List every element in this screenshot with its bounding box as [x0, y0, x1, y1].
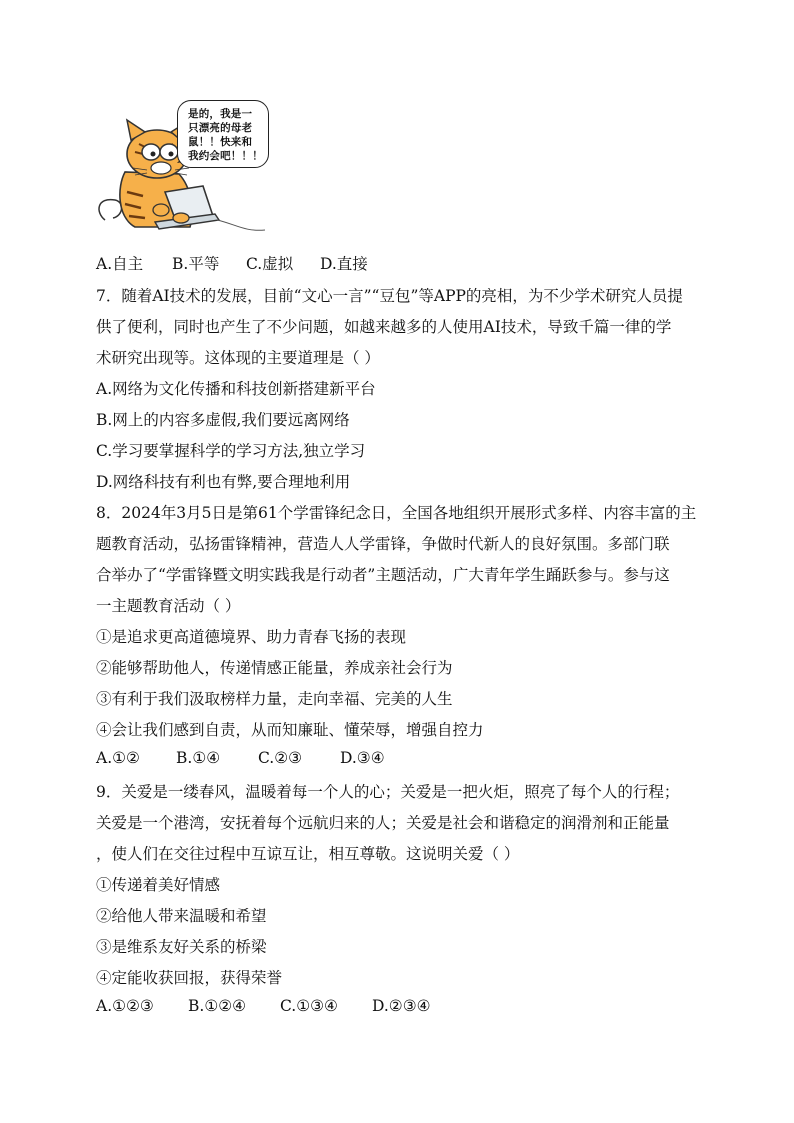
q8-item: ②能够帮助他人，传递情感正能量，养成亲社会行为	[96, 659, 453, 677]
bubble-line: 是的，我是一	[188, 108, 253, 120]
option-c: C.①③④	[280, 997, 338, 1015]
q9-stem-line: 9．关爱是一缕春风，温暖着每一个人的心；关爱是一把火炬，照亮了每个人的行程；	[96, 783, 680, 801]
option-b: B.平等	[172, 255, 220, 273]
q8-stem-line: 题教育活动，弘扬雷锋精神，营造人人学雷锋，争做时代新人的良好氛围。多部门联	[96, 535, 670, 553]
speech-bubble	[177, 100, 269, 168]
bubble-line: 鼠！！快来和	[188, 136, 253, 148]
option-c: C.虚拟	[246, 255, 294, 273]
q9-options	[96, 997, 431, 1015]
q7-option-b: B.网上的内容多虚假,我们要远离网络	[96, 411, 350, 429]
q9-stem-line: 关爱是一个港湾，安抚着每个远航归来的人；关爱是社会和谐稳定的润滑剂和正能量	[96, 814, 670, 832]
option-b: B.①④	[176, 749, 221, 767]
option-d: D.②③④	[372, 997, 431, 1015]
q8-stem-line: 合举办了“学雷锋暨文明实践我是行动者”主题活动，广大青年学生踊跃参与。参与这	[96, 566, 670, 584]
q8-stem-line: 8．2024年3月5日是第61个学雷锋纪念日，全国各地组织开展形式多样、内容丰富的主	[96, 504, 697, 522]
q8-item: ④会让我们感到自责，从而知廉耻、懂荣辱，增强自控力	[96, 721, 484, 739]
q7-stem-line: 供了便利，同时也产生了不少问题，如越来越多的人使用AI技术，导致千篇一律的学	[96, 318, 672, 336]
q7-stem-line: 7．随着AI技术的发展，目前“文心一言”“豆包”等APP的亮相，为不少学术研究人员提	[96, 287, 683, 305]
option-a: A.自主	[96, 255, 144, 273]
q8-stem-line: 一主题教育活动（ ）	[96, 597, 241, 615]
option-a: A.①②③	[96, 997, 154, 1015]
q9-item: ④定能收获回报，获得荣誉	[96, 969, 283, 987]
q8-item: ③有利于我们汲取榜样力量，走向幸福、完美的人生	[96, 690, 453, 708]
option-a: A.①②	[96, 749, 140, 767]
bubble-line: 我约会吧！！！	[188, 150, 263, 162]
q8-options	[96, 749, 385, 767]
q6-options	[96, 252, 368, 274]
q8-item: ①是追求更高道德境界、助力青春飞扬的表现	[96, 628, 407, 646]
q7-option-a: A.网络为文化传播和科技创新搭建新平台	[96, 380, 376, 398]
q9-item: ③是维系友好关系的桥梁	[96, 938, 267, 956]
option-d: D.直接	[320, 255, 368, 273]
q7-option-c: C.学习要掌握科学的学习方法,独立学习	[96, 442, 366, 460]
q7-stem-line: 术研究出现等。这体现的主要道理是（ ）	[96, 349, 380, 367]
q7-option-d: D.网络科技有利也有弊,要合理地利用	[96, 473, 351, 491]
bubble-line: 只漂亮的母老	[188, 122, 253, 134]
q9-stem-line: ，使人们在交往过程中互谅互让，相互尊敬。这说明关爱（ ）	[96, 845, 520, 863]
option-c: C.②③	[258, 749, 303, 767]
option-d: D.③④	[340, 749, 385, 767]
q9-item: ①传递着美好情感	[96, 876, 221, 894]
q9-item: ②给他人带来温暖和希望	[96, 907, 267, 925]
option-b: B.①②④	[188, 997, 247, 1015]
